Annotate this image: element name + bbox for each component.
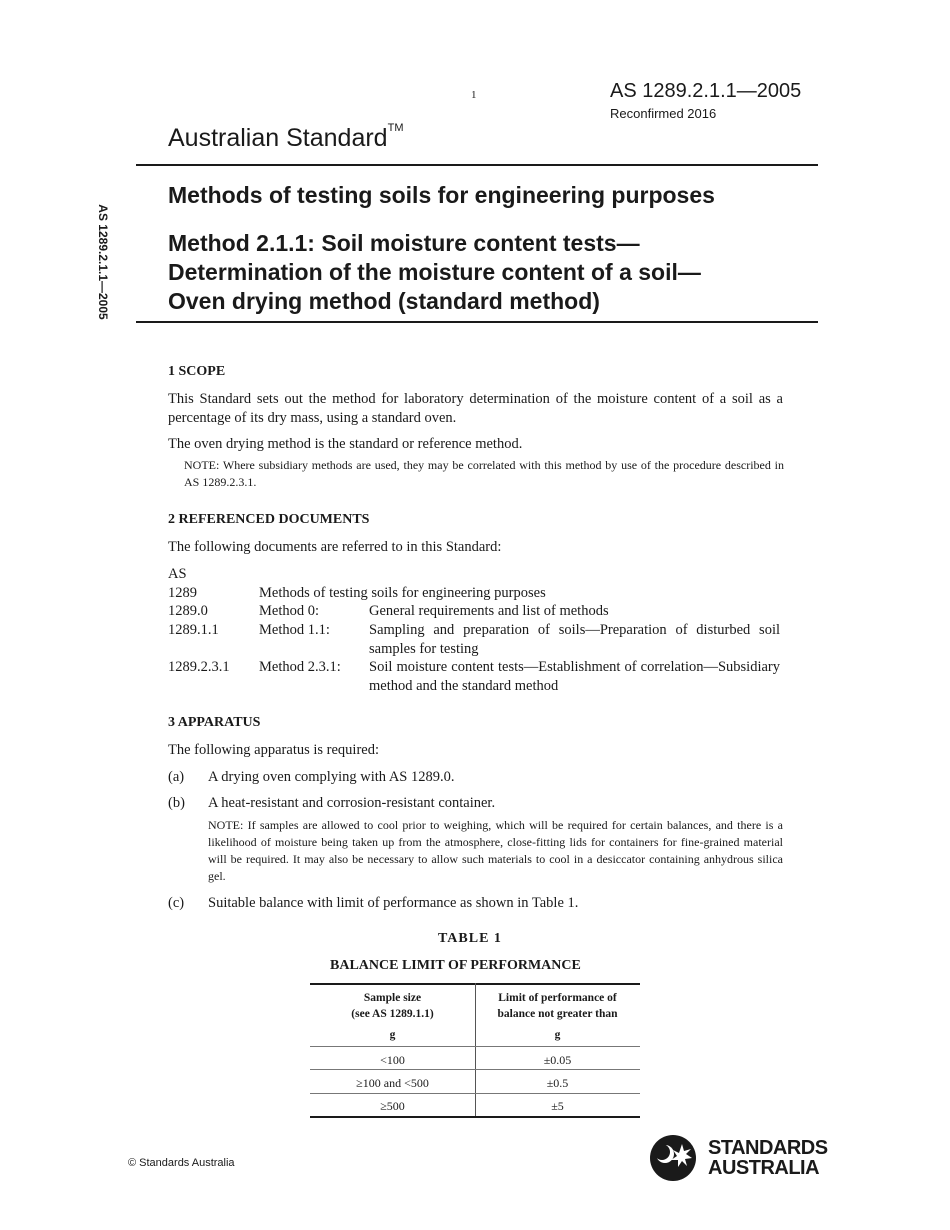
reference-method: Method 0: — [259, 603, 320, 619]
references-series-label: AS — [168, 566, 187, 582]
table-unit-sample: g — [389, 1029, 396, 1041]
apparatus-intro: The following apparatus is required: — [168, 742, 379, 758]
footer-copyright: © Standards Australia — [128, 1157, 235, 1169]
reference-method: Method 1.1: — [259, 622, 330, 638]
header-rule — [136, 164, 818, 166]
table-row-divider — [310, 1069, 640, 1070]
apparatus-item-letter: (a) — [168, 769, 185, 785]
standards-australia-logo — [648, 1132, 828, 1182]
side-document-code: AS 1289.2.1.1—2005 — [96, 204, 110, 320]
method-title-line: Oven drying method (standard method) — [168, 288, 600, 314]
table-label: TABLE 1 — [438, 931, 502, 946]
table-cell-limit: ±0.05 — [543, 1053, 572, 1067]
logo-text-line: AUSTRALIA — [708, 1157, 820, 1179]
scope-note: NOTE: Where subsidiary methods are used, they may be correlated with this method by use of the procedure described in AS 1289.2.3.1. — [184, 458, 784, 489]
table-header-text: Limit of performance of — [498, 992, 617, 1004]
apparatus-item-text: A heat-resistant and corrosion-resistant container. — [208, 795, 496, 811]
table-header-text: balance not greater than — [497, 1008, 618, 1020]
brand-title-text: Australian Standard — [168, 124, 388, 152]
reference-method: Methods of testing soils for engineering purposes — [259, 585, 546, 601]
table-cell-sample: ≥100 and <500 — [356, 1076, 429, 1090]
table-cell-sample: <100 — [380, 1053, 405, 1067]
references-heading: 2 REFERENCED DOCUMENTS — [168, 512, 370, 527]
series-title: Methods of testing soils for engineering purposes — [168, 182, 715, 208]
apparatus-item-letter: (b) — [168, 795, 185, 811]
table-cell-limit: ±5 — [551, 1099, 564, 1113]
apparatus-heading: 3 APPARATUS — [168, 715, 261, 730]
trademark-mark: TM — [387, 122, 404, 134]
apparatus-item-letter: (c) — [168, 895, 185, 911]
reconfirmed-note: Reconfirmed 2016 — [610, 106, 717, 121]
table-header-text: Sample size — [363, 992, 422, 1004]
reference-number: 1289 — [168, 585, 197, 601]
table-header-text: (see AS 1289.1.1) — [351, 1008, 434, 1020]
logo-star-icon — [648, 1132, 700, 1184]
reference-number: 1289.2.3.1 — [168, 659, 230, 675]
scope-paragraph: This Standard sets out the method for laboratory determination of the moisture content of a soil as a percentage of its dry mass, using a standard oven. — [168, 391, 783, 426]
reference-number: 1289.1.1 — [168, 622, 219, 638]
logo-text-line: STANDARDS — [708, 1137, 828, 1159]
table-unit-limit: g — [554, 1029, 561, 1041]
page-number: 1 — [471, 89, 477, 101]
table-header-sample-size — [310, 990, 475, 1022]
method-title-line: Method 2.1.1: Soil moisture content tests— — [168, 230, 640, 256]
reference-title: General requirements and list of methods — [369, 603, 609, 619]
table-row-divider — [310, 1046, 640, 1047]
table-header-limit — [475, 990, 640, 1022]
table-cell-sample: ≥500 — [380, 1099, 405, 1113]
reference-number: 1289.0 — [168, 603, 208, 619]
apparatus-item-text: Suitable balance with limit of performance as shown in Table 1. — [208, 895, 579, 911]
method-title-line: Determination of the moisture content of a soil— — [168, 259, 701, 285]
reference-title: Sampling and preparation of soils—Preparation of disturbed soil samples for testing — [369, 622, 780, 657]
apparatus-note: NOTE: If samples are allowed to cool prior to weighing, which will be required for certain balances, and there is a likelihood of moisture being taken up from the atmosphere, close-fitting lids for containers for fine-grained material will be required. It may also be necessary to allow such materials to cool in a desiccator containing anhydrous silica gel. — [208, 818, 783, 883]
document-code: AS 1289.2.1.1—2005 — [610, 80, 802, 102]
scope-heading: 1 SCOPE — [168, 364, 226, 379]
scope-paragraph-2: The oven drying method is the standard or reference method. — [168, 436, 523, 452]
apparatus-item-text: A drying oven complying with AS 1289.0. — [208, 769, 455, 785]
table-title: BALANCE LIMIT OF PERFORMANCE — [330, 958, 581, 973]
table-bottom-rule — [310, 1116, 640, 1118]
method-title — [168, 229, 818, 316]
title-rule — [136, 321, 818, 323]
references-intro: The following documents are referred to in this Standard: — [168, 539, 502, 555]
reference-method: Method 2.3.1: — [259, 659, 341, 675]
table-row-divider — [310, 1093, 640, 1094]
brand-title — [168, 124, 403, 153]
reference-title: Soil moisture content tests—Establishment of correlation—Subsidiary method and the standard method — [369, 659, 780, 694]
table-cell-limit: ±0.5 — [546, 1076, 569, 1090]
